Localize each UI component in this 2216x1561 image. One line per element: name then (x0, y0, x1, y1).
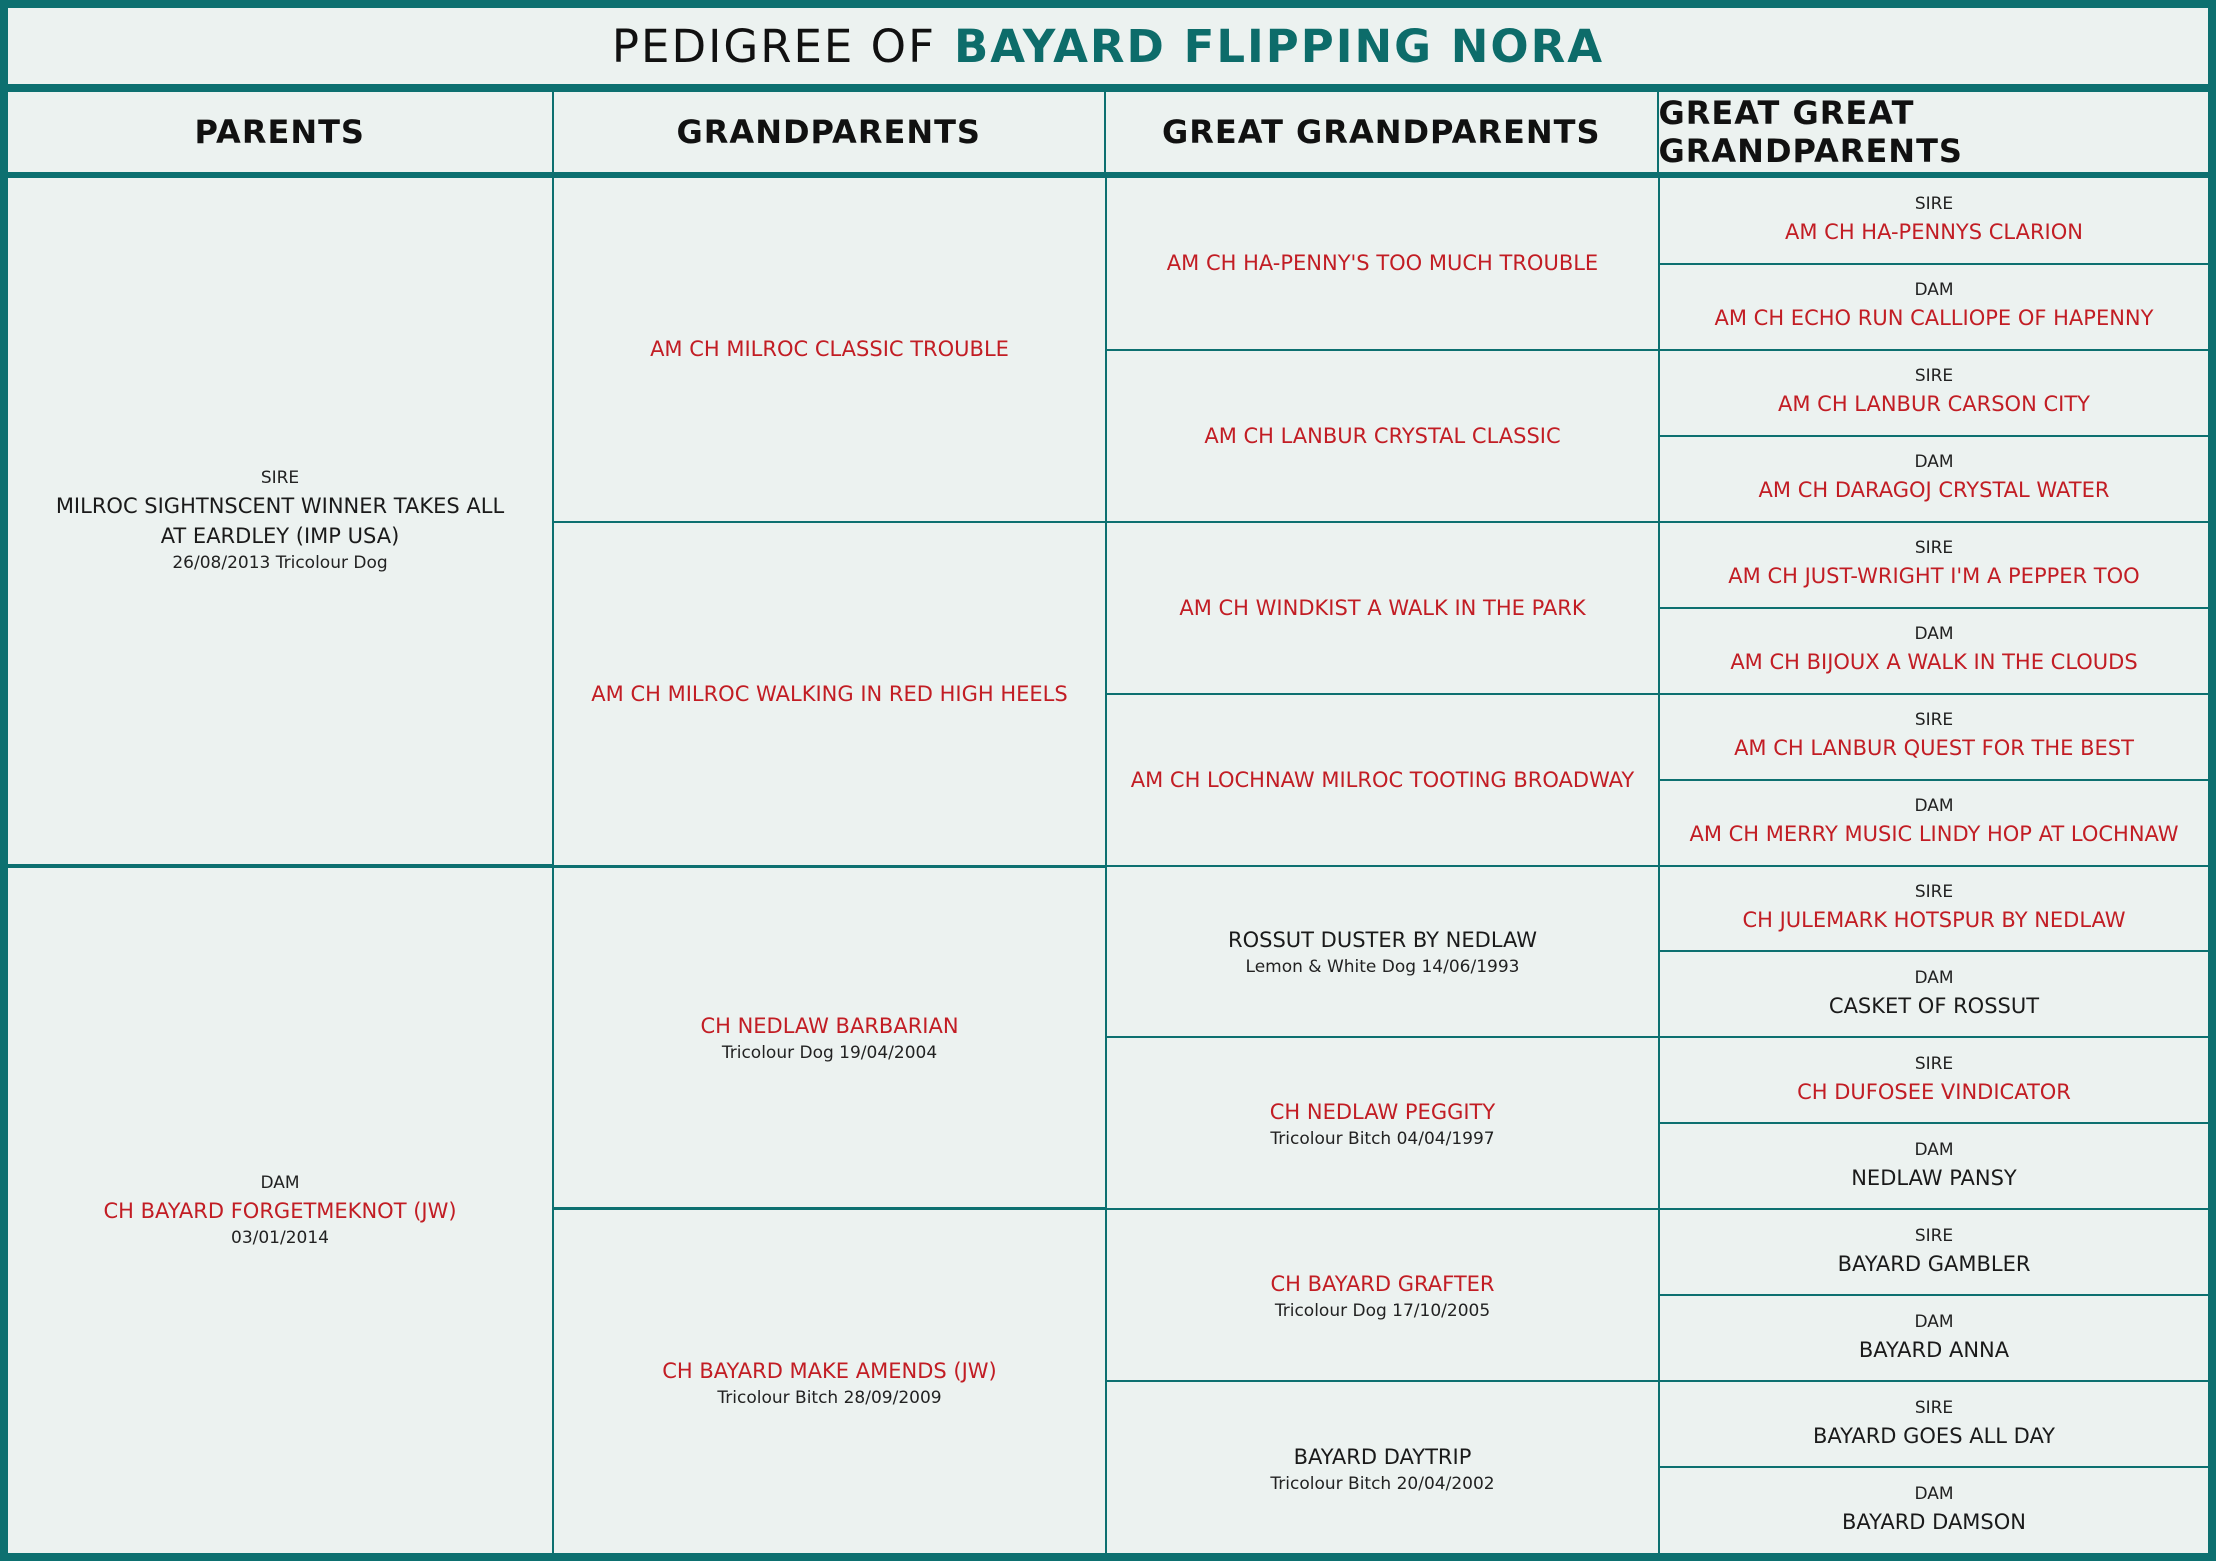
great-great-grandparent-cell (1660, 265, 2208, 349)
great-great-grandparent-cell (1660, 867, 2208, 951)
great-great-grandparent-cell (1660, 437, 2208, 521)
pedigree-grid (8, 178, 2208, 1553)
role-label: SIRE (1914, 710, 1954, 731)
dog-details: Tricolour Bitch 20/04/2002 (1270, 1473, 1495, 1494)
dog-name: CASKET OF ROSSUT (1828, 993, 2040, 1018)
great-great-grandparent-cell (1660, 523, 2208, 607)
great-great-grandparent-cell (1660, 1296, 2208, 1380)
great-great-grandparent-cell (1660, 1124, 2208, 1208)
role-label: SIRE (1914, 881, 1954, 902)
dog-name: AM CH DARAGOJ CRYSTAL WATER (1758, 478, 2110, 503)
role-label: SIRE (1914, 1225, 1954, 1246)
role-label: SIRE (1914, 538, 1954, 559)
great-grandparent-cell (1107, 695, 1658, 865)
great-grandparent-cell (1107, 1038, 1658, 1208)
dog-name: BAYARD ANNA (1858, 1337, 2010, 1362)
great-grandparent-cell (1107, 351, 1658, 521)
dog-name: ROSSUT DUSTER BY NEDLAW (1228, 928, 1537, 953)
title-prefix: PEDIGREE OF (611, 19, 936, 73)
dog-name: CH JULEMARK HOTSPUR BY NEDLAW (1742, 907, 2126, 932)
great-grandparent-cell (1107, 867, 1658, 1037)
dog-name: CH BAYARD MAKE AMENDS (JW) (662, 1358, 997, 1383)
dog-name: AM CH MERRY MUSIC LINDY HOP AT LOCHNAW (1689, 822, 2179, 847)
parent-sire-cell (8, 178, 552, 864)
role-label: DAM (1914, 796, 1954, 817)
role-label: DAM (1914, 1139, 1954, 1160)
dog-name: AM CH WINDKIST A WALK IN THE PARK (1179, 595, 1586, 620)
dog-name: CH NEDLAW PEGGITY (1269, 1100, 1496, 1125)
dog-name: BAYARD DAMSON (1842, 1510, 2026, 1535)
dog-name: AM CH LANBUR CARSON CITY (1778, 392, 2090, 417)
great-great-grandparent-cell (1660, 178, 2208, 263)
header-great-great-grandparents: GREAT GREAT GRANDPARENTS (1659, 92, 2209, 172)
grandparent-cell (554, 1210, 1105, 1553)
great-grandparent-cell (1107, 523, 1658, 693)
dog-name: BAYARD GAMBLER (1837, 1251, 2031, 1276)
dog-name: AM CH ECHO RUN CALLIOPE OF HAPENNY (1714, 306, 2154, 331)
page-title (8, 8, 2208, 84)
header-parents: PARENTS (8, 92, 552, 172)
header-grandparents: GRANDPARENTS (554, 92, 1105, 172)
dog-name: AM CH HA-PENNY'S TOO MUCH TROUBLE (1166, 251, 1599, 276)
dog-name: CH BAYARD FORGETMEKNOT (JW) (103, 1198, 457, 1223)
dog-name: CH BAYARD GRAFTER (1270, 1272, 1495, 1297)
role-label: DAM (1914, 452, 1954, 473)
dog-details: Tricolour Bitch 04/04/1997 (1270, 1129, 1495, 1150)
great-grandparent-cell (1107, 1210, 1658, 1380)
great-great-grandparent-cell (1660, 695, 2208, 779)
dog-name: AM CH MILROC CLASSIC TROUBLE (650, 337, 1009, 362)
great-great-grandparent-cell (1660, 1210, 2208, 1294)
dog-name: AM CH JUST-WRIGHT I'M A PEPPER TOO (1728, 564, 2140, 589)
great-grandparent-cell (1107, 1382, 1658, 1553)
great-great-grandparent-cell (1660, 952, 2208, 1036)
role-label: SIRE (1914, 193, 1954, 214)
dog-name: AM CH LANBUR CRYSTAL CLASSIC (1204, 423, 1561, 448)
role-label: DAM (1914, 1484, 1954, 1505)
dog-details: Tricolour Dog 17/10/2005 (1274, 1301, 1491, 1322)
dog-name: BAYARD GOES ALL DAY (1812, 1423, 2056, 1448)
grandparent-cell (554, 178, 1105, 521)
role-label: SIRE (1914, 366, 1954, 387)
great-great-grandparent-cell (1660, 1382, 2208, 1466)
dog-name: AM CH MILROC WALKING IN RED HIGH HEELS (591, 681, 1068, 706)
great-great-grandparent-cell (1660, 781, 2208, 865)
grandparent-cell (554, 868, 1105, 1208)
header-great-grandparents: GREAT GRANDPARENTS (1106, 92, 1657, 172)
parent-dam-cell (8, 868, 552, 1554)
dog-name: BAYARD DAYTRIP (1293, 1444, 1472, 1469)
great-great-grandparent-cell (1660, 351, 2208, 435)
role-label: DAM (1914, 280, 1954, 301)
dog-name: NEDLAW PANSY (1851, 1165, 2017, 1190)
grandparent-cell (554, 523, 1105, 865)
role-label: SIRE (1914, 1397, 1954, 1418)
great-grandparent-cell (1107, 178, 1658, 349)
dog-details: 26/08/2013 Tricolour Dog (172, 553, 388, 574)
great-great-grandparent-cell (1660, 1038, 2208, 1122)
dog-name: CH DUFOSEE VINDICATOR (1797, 1079, 2071, 1104)
dog-name: AM CH HA-PENNYS CLARION (1785, 219, 2083, 244)
dog-name: AM CH BIJOUX A WALK IN THE CLOUDS (1730, 650, 2138, 675)
dog-name: AM CH LANBUR QUEST FOR THE BEST (1734, 736, 2134, 761)
role-label: DAM (260, 1172, 300, 1193)
dog-details: Lemon & White Dog 14/06/1993 (1245, 957, 1520, 978)
dog-name: AM CH LOCHNAW MILROC TOOTING BROADWAY (1130, 767, 1635, 792)
dog-name: MILROC SIGHTNSCENT WINNER TAKES ALL AT EARDLEY (IMP USA) (55, 494, 505, 549)
great-great-grandparent-cell (1660, 609, 2208, 693)
role-label: DAM (1914, 1311, 1954, 1332)
column-headers (8, 92, 2208, 172)
role-label: DAM (1914, 624, 1954, 645)
role-label: SIRE (260, 468, 300, 489)
great-great-grandparent-cell (1660, 1468, 2208, 1553)
dog-details: 03/01/2014 (231, 1227, 329, 1248)
dog-details: Tricolour Bitch 28/09/2009 (717, 1387, 942, 1408)
role-label: SIRE (1914, 1053, 1954, 1074)
dog-name: CH NEDLAW BARBARIAN (700, 1014, 959, 1039)
title-dog-name: BAYARD FLIPPING NORA (953, 19, 1605, 73)
dog-details: Tricolour Dog 19/04/2004 (721, 1043, 938, 1064)
role-label: DAM (1914, 967, 1954, 988)
